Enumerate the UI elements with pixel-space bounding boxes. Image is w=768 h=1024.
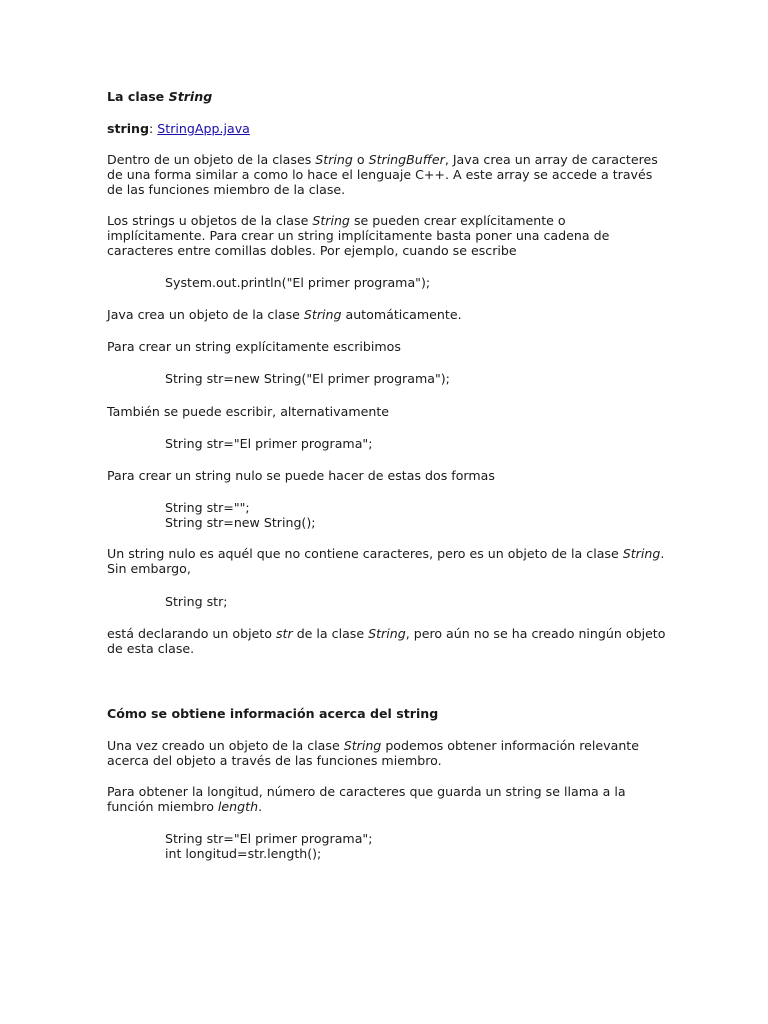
text: Los strings u objetos de la clase [107,213,313,228]
title-text: La clase [107,89,169,104]
text: Dentro de un objeto de la clases [107,152,316,167]
paragraph-intro [107,152,667,197]
text: . [258,799,263,814]
section-title-informacion: Cómo se obtiene información acerca del string [107,706,439,721]
code-null-forms [165,500,725,530]
italic-term: String [368,626,406,641]
code-line: String str="El primer programa"; [165,831,373,846]
source-file-line [107,121,667,136]
text: está declarando un objeto [107,626,276,641]
italic-term: String [315,152,353,167]
paragraph-declaring [107,626,667,656]
paragraph-null-explained [107,546,667,576]
paragraph-length [107,784,667,814]
paragraph-create-strings [107,213,667,258]
italic-term: String [622,546,661,561]
code-literal: String str="El primer programa"; [165,436,373,451]
text: Una vez creado un objeto de la clase [107,738,344,753]
paragraph-java-creates [107,307,667,322]
paragraph-alternative: También se puede escribir, alternativamente [107,404,390,419]
code-length-example [165,831,725,861]
code-declaration: String str; [165,594,228,609]
text: de la clase [292,626,369,641]
source-label: string [107,121,150,136]
text: , Java crea un array de caracteres de una forma similar a como lo hace el lenguaje C++. A este array se accede a través de las funciones miembro de la clase. [107,152,658,197]
code-line: String str=""; [165,500,250,515]
code-new-string: String str=new String("El primer programa"); [165,371,450,386]
italic-term: String [343,738,382,753]
text: Para obtener la longitud, número de caracteres que guarda un string se llama a la función miembro [107,784,626,814]
title-italic: String [168,89,213,104]
paragraph-explicit: Para crear un string explícitamente escribimos [107,339,401,354]
text: podemos obtener información relevante acerca del objeto a través de las funciones miembro. [107,738,639,768]
code-line: int longitud=str.length(); [165,846,322,861]
text: se pueden crear explícitamente o implícitamente. Para crear un string implícitamente basta poner una cadena de caracteres entre comillas dobles. Por ejemplo, cuando se escribe [107,213,610,258]
section-title-la-clase-string [107,89,667,104]
source-separator: : [149,121,158,136]
code-line: String str=new String(); [165,515,316,530]
italic-term: String [312,213,350,228]
text: . Sin embargo, [107,546,665,576]
text: o [352,152,369,167]
text: Java crea un objeto de la clase [107,307,304,322]
text: automáticamente. [341,307,462,322]
paragraph-member-functions [107,738,667,768]
italic-term: StringBuffer [368,152,445,167]
text: Un string nulo es aquél que no contiene caracteres, pero es un objeto de la clase [107,546,623,561]
italic-term: length [217,799,259,814]
text: , pero aún no se ha creado ningún objeto de esta clase. [107,626,666,656]
italic-term: String [303,307,342,322]
stringapp-java-link[interactable]: StringApp.java [157,121,250,136]
paragraph-null-string: Para crear un string nulo se puede hacer de estas dos formas [107,468,495,483]
italic-term: str [276,626,293,641]
code-println: System.out.println("El primer programa"); [165,275,431,290]
